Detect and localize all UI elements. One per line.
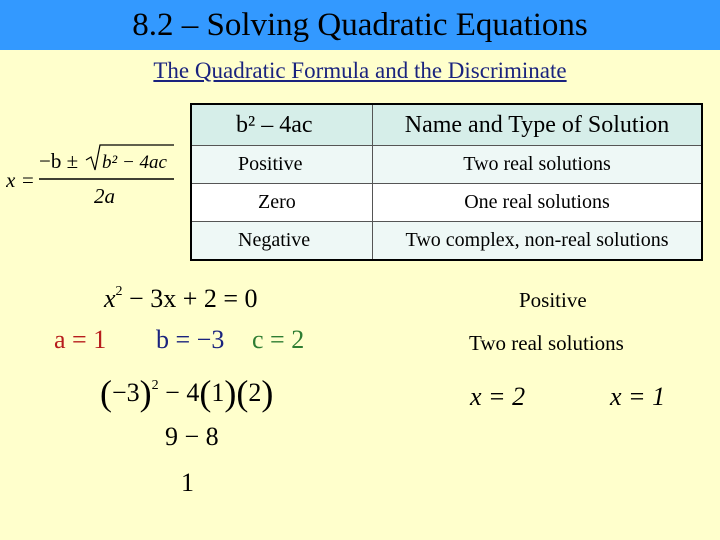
formula-lhs: x =	[6, 168, 35, 192]
table-header-row	[191, 104, 702, 146]
table-row	[191, 146, 702, 184]
title-bar	[0, 0, 720, 50]
coefficient-a: a = 1	[54, 325, 107, 354]
coefficient-c: c = 2	[252, 325, 305, 354]
subtitle: The Quadratic Formula and the Discriminate	[153, 58, 567, 83]
table-cell-disc: Negative	[191, 222, 373, 261]
solution-2: x = 1	[610, 382, 666, 411]
quadratic-formula	[6, 140, 176, 206]
formula-minus-b: −b ±	[39, 149, 79, 173]
formula-radicand: b² − 4ac	[102, 152, 167, 173]
example-equation: $x^2 - 3x + 2 = 0$	[104, 284, 258, 313]
table-row	[191, 184, 702, 222]
discriminant-result: 1	[181, 468, 194, 497]
page-title: 8.2 – Solving Quadratic Equations	[132, 6, 588, 43]
table-cell-disc: Zero	[191, 184, 373, 222]
discriminant-step: 9 − 8	[165, 422, 219, 451]
coefficient-b: b = −3	[156, 325, 225, 354]
solution-1: x = 2	[470, 382, 526, 411]
table-row	[191, 222, 702, 261]
table-cell-solution: Two real solutions	[373, 146, 703, 184]
discriminant-substitution: $(-3)^2 - 4(1)(2)$	[100, 373, 274, 413]
table-cell-disc: Positive	[191, 146, 373, 184]
table-cell-solution: One real solutions	[373, 184, 703, 222]
table-cell-solution: Two complex, non-real solutions	[373, 222, 703, 261]
discriminant-table	[190, 103, 703, 261]
column-header: b² – 4ac	[191, 104, 373, 146]
result-type: Positive	[519, 288, 587, 312]
formula-denominator: 2a	[94, 184, 115, 206]
column-header: Name and Type of Solution	[373, 104, 703, 146]
result-solutions: Two real solutions	[469, 331, 624, 355]
